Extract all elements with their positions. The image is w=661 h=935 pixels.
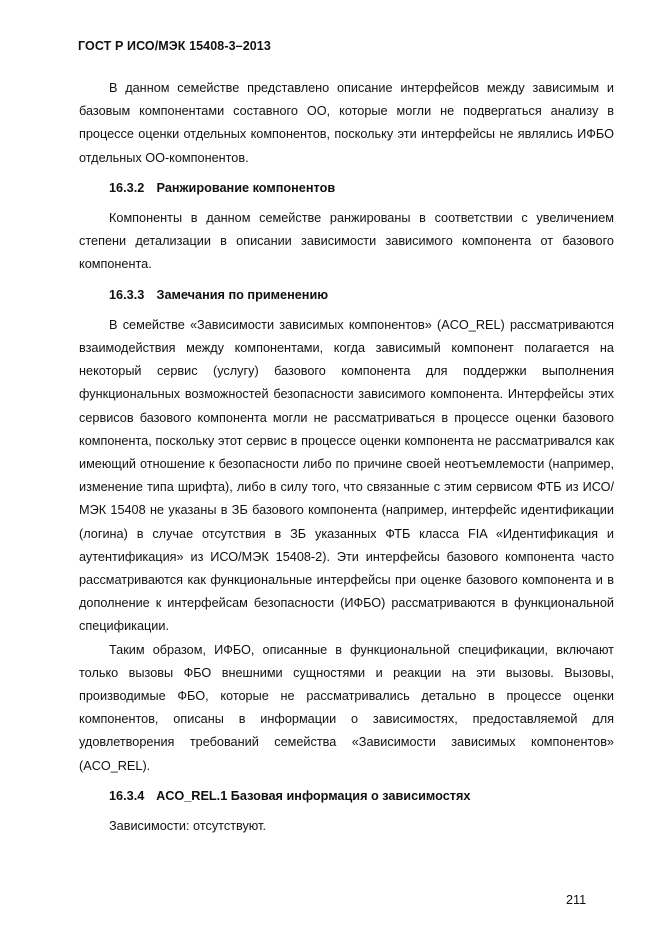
section-number: 16.3.3: [109, 287, 145, 302]
section-heading-16-3-3: [79, 284, 614, 307]
section-number: 16.3.4: [109, 788, 145, 803]
page-number: 211: [566, 893, 587, 907]
paragraph-intro: В данном семействе представлено описание интерфейсов между зависимым и базовым компонентами составного ОО, которые могли не подвергаться анализу в процессе оценки отдельных компонентов, поскольку эти интерфейсы не являлись ИФБО отдельных ОО-компонентов.: [79, 81, 614, 165]
section-heading-16-3-2: [79, 177, 614, 200]
section-heading-16-3-4: [79, 785, 614, 808]
paragraph-summary: Таким образом, ИФБО, описанные в функциональной спецификации, включают только вызовы ФБО внешними сущностями и реакции на эти вызовы. Вызовы, производимые ФБО, которые не рассматривались детально в процессе оценки компонентов, описаны в информации о зависимостях, предоставляемой для удовлетворения требований семейства «Зависимости зависимых компонентов» (ACO_REL).: [79, 642, 614, 773]
paragraph-dependencies: Зависимости: отсутствуют.: [109, 819, 266, 834]
section-title: Замечания по применению: [156, 287, 329, 302]
section-title: ACO_REL.1 Базовая информация о зависимостях: [156, 788, 471, 803]
paragraph-notes: В семействе «Зависимости зависимых компонентов» (ACO_REL) рассматриваются взаимодействия между компонентами, когда зависимый компонент полагается на некоторый сервис (услугу) базового компонента для поддержки выполнения функциональных возможностей безопасности зависимого компонента. Интерфейсы этих сервисов базового компонента могли не рассматриваться в процессе оценки базового компонента, поскольку этот сервис в процессе оценки компонента не рассматривался как имеющий отношение к безопасности либо по причине своей неотъемлемости (например, изменение типа шрифта), либо в силу того, что связанные с этим сервисом ФТБ из ИСО/МЭК 15408 не указаны в ЗБ базового компонента (например, интерфейс идентификации (логина) в случае отсутствия в ЗБ указанных ФТБ класса FIA «Идентификация и аутентификация» из ИСО/МЭК 15408-2). Эти интерфейсы базового компонента часто рассматриваются как функциональные интерфейсы при оценке базового компонента и в дополнение к интерфейсам безопасности (ИФБО) рассматриваются в функциональной спецификации.: [79, 317, 614, 634]
document-body: [79, 77, 614, 838]
document-header: ГОСТ Р ИСО/МЭК 15408-3–2013: [78, 39, 271, 53]
section-title: Ранжирование компонентов: [156, 180, 336, 195]
paragraph-ranking: Компоненты в данном семействе ранжированы в соответствии с увеличением степени детализации в описании зависимости зависимого компонента от базового компонента.: [79, 211, 614, 272]
section-number: 16.3.2: [109, 180, 145, 195]
